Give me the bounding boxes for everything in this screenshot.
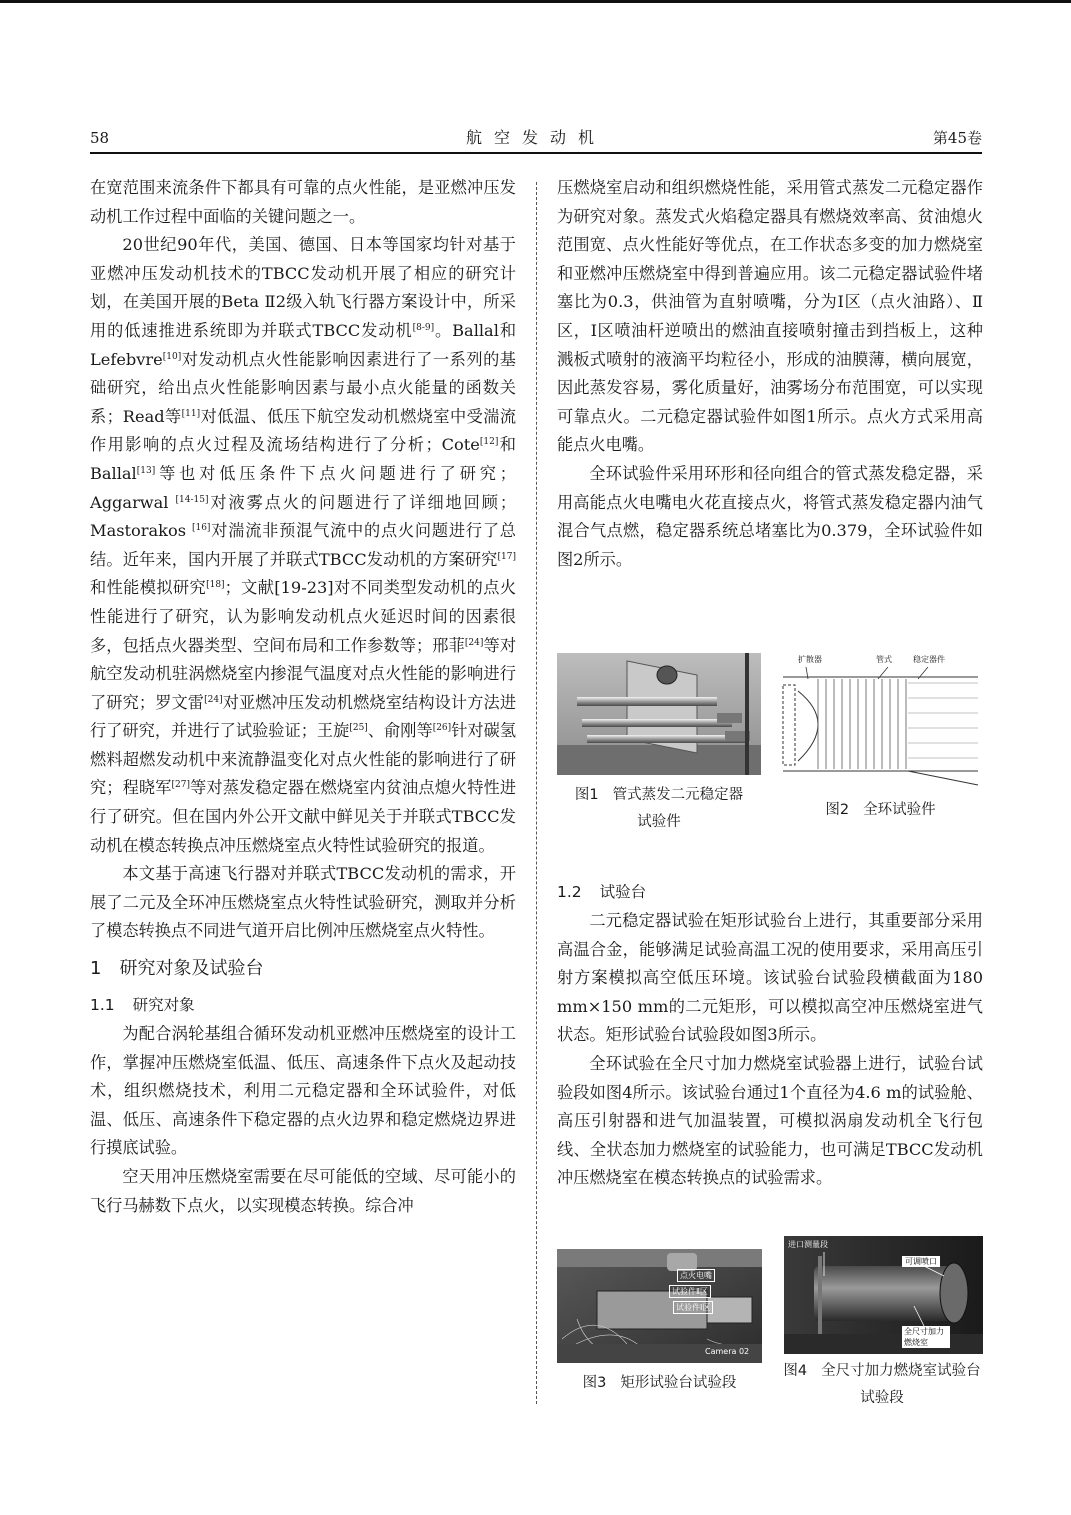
figure-3-annotation: 点火电嘴 <box>677 1269 715 1282</box>
running-header <box>90 128 982 152</box>
citation: [18] <box>206 580 225 591</box>
citation: [27] <box>171 780 190 791</box>
figure-2-annotation: 管式 <box>876 655 892 664</box>
right-column-bottom <box>557 877 983 1193</box>
subsection-heading: 1.2 试验台 <box>557 883 647 901</box>
figure-2-annotation: 稳定器件 <box>913 655 945 664</box>
journal-title: 航空发动机 <box>465 128 606 147</box>
figure-3-annotation: Camera 02 <box>705 1347 750 1356</box>
citation: [8-9] <box>412 322 435 333</box>
header-rule <box>90 152 982 154</box>
paragraph-history: 20世纪90年代，美国、德国、日本等国家均针对基于亚燃冲压发动机技术的TBCC发动机开展了相应的研究计划，在美国开展的Beta Ⅱ2级入轨飞行器方案设计中，所采用的低速推进系统即为并联式TBCC发动机[8-9]。Ballal和Lefebvre[10]对发动机点火性能影响因素进行了一系列的基础研究，给出点火性能影响因素与最小点火能量的函数关系；Read等[11]对低温、低压下航空发动机燃烧室中受湍流作用影响的点火过程及流场结构进行了分析；Cote[12]和Ballal[13]等也对低压条件下点火问题进行了研究；Aggarwal [14-15]对液雾点火的问题进行了详细地回顾；Mastorakos [16]对湍流非预混气流中的点火问题进行了总结。近年来，国内开展了并联式TBCC发动机的方案研究[17]和性能模拟研究[18]；文献[19-23]对不同类型发动机的点火性能进行了研究，认为影响发动机点火延迟时间的因素很多，包括点火器类型、空间布局和工作参数等；邢菲[24]等对航空发动机驻涡燃烧室内掺混气温度对点火性能的影响进行了研究；罗文雷[24]对亚燃冲压发动机燃烧室结构设计方法进行了研究，并进行了试验验证；王旋[25]、俞刚等[26]针对碳氢燃料超燃发动机中来流静温变化对点火性能的影响进行了研究；程晓军[27]等对蒸发稳定器在燃烧室内贫油点熄火特性进行了研究。但在国内外公开文献中鲜见关于并联式TBCC发动机在模态转换点冲压燃烧室点火特性试验研究的报道。 <box>90 235 517 855</box>
paragraph: 全环试验在全尺寸加力燃烧室试验器上进行，试验台试验段如图4所示。该试验台通过1个直径为4.6 m的试验舱、高压引射器和进气加温装置，可模拟涡扇发动机全飞行包线、全状态加力燃烧室的试验能力，也可满足TBCC发动机冲压燃烧室在模态转换点的试验需求。 <box>557 1053 983 1188</box>
figure-2-drawing <box>778 653 983 791</box>
figure-4-photo <box>784 1236 983 1354</box>
citation: [24] <box>204 694 223 705</box>
volume-label: 第45卷 <box>932 129 982 147</box>
paragraph: 二元稳定器试验在矩形试验台上进行，其重要部分采用高温合金，能够满足试验高温工况的使用要求，采用高压引射方案模拟高空低压环境。该试验台试验段横截面为180 mm×150 mm的二元矩形，可以模拟高空冲压燃烧室进气状态。矩形试验台试验段如图3所示。 <box>557 911 983 1045</box>
paragraph: 全环试验件采用环形和径向组合的管式蒸发稳定器，采用高能点火电嘴电火花直接点火，将管式蒸发稳定器内油气混合气点燃，稳定器系统总堵塞比为0.379，全环试验件如图2所示。 <box>557 463 983 569</box>
top-rule <box>0 0 1071 3</box>
figure-4-caption: 图4 全尺寸加力燃烧室试验台 试验段 <box>783 1363 981 1406</box>
citation: [12] <box>479 437 499 448</box>
page-number: 58 <box>90 129 110 147</box>
figure-2-annotation: 扩散器 <box>798 655 822 664</box>
right-column-top <box>557 174 983 574</box>
subsection-heading: 1.1 研究对象 <box>90 996 195 1015</box>
citation: [24] <box>464 637 484 648</box>
citation: [14-15] <box>175 494 209 505</box>
citation: [17] <box>497 551 516 562</box>
figure-1-caption: 图1 管式蒸发二元稳定器 试验件 <box>574 787 744 830</box>
figure-4-annotation: 进口测量段 <box>788 1240 828 1249</box>
paragraph: 在宽范围来流条件下都具有可靠的点火性能，是亚燃冲压发动机工作过程中面临的关键问题之一。 <box>90 178 516 226</box>
figure-4-annotation: 可调喷口 <box>902 1256 940 1267</box>
figure-3-annotation: 试验件Ⅱ区 <box>669 1285 711 1298</box>
paragraph: 本文基于高速飞行器对并联式TBCC发动机的需求，开展了二元及全环冲压燃烧室点火特性试验研究，测取并分析了模态转换点不同进气道开启比例冲压燃烧室点火特性。 <box>90 864 516 941</box>
paragraph: 为配合涡轮基组合循环发动机亚燃冲压燃烧室的设计工作，掌握冲压燃烧室低温、低压、高速条件下点火及起动技术，组织燃烧技术，利用二元稳定器和全环试验件，对低温、低压、高速条件下稳定器的点火边界和稳定燃烧边界进行摸底试验。 <box>90 1024 516 1158</box>
paragraph: 空天用冲压燃烧室需要在尽可能低的空域、尽可能小的飞行马赫数下点火，以实现模态转换。综合冲 <box>90 1167 516 1215</box>
paragraph: 压燃烧室启动和组织燃烧性能，采用管式蒸发二元稳定器作为研究对象。蒸发式火焰稳定器具有燃烧效率高、贫油熄火范围宽、点火性能好等优点，在工作状态多变的加力燃烧室和亚燃冲压燃烧室中得到普遍应用。该二元稳定器试验件堵塞比为0.3，供油管为直射喷嘴，分为Ⅰ区（点火油路）、Ⅱ区，Ⅰ区喷油杆逆喷出的燃油直接喷射撞击到挡板上，这种溅板式喷射的液滴平均粒径小，形成的油膜薄，横向展宽，因此蒸发容易，雾化质量好，油雾场分布范围宽，可以实现可靠点火。二元稳定器试验件如图1所示。点火方式采用高能点火电嘴。 <box>557 178 983 455</box>
figure-4-annotation: 全尺寸加力燃烧室 <box>902 1326 950 1348</box>
figure-3-annotation: 试验件Ⅰ区 <box>673 1301 713 1314</box>
figure-3-photo <box>557 1249 762 1363</box>
figure-3-caption: 图3 矩形试验台试验段 <box>582 1375 737 1391</box>
citation: [11] <box>181 408 201 419</box>
column-divider <box>536 182 537 1404</box>
figure-2-caption: 图2 全环试验件 <box>825 802 936 818</box>
figure-1-photo <box>557 653 761 775</box>
citation: [10] <box>162 351 182 362</box>
citation: [25] <box>349 723 368 734</box>
section-heading: 1 研究对象及试验台 <box>90 958 264 980</box>
left-column <box>90 174 516 1220</box>
citation: [16] <box>191 523 211 534</box>
citation: [13] <box>136 465 156 476</box>
citation: [26] <box>432 723 452 734</box>
